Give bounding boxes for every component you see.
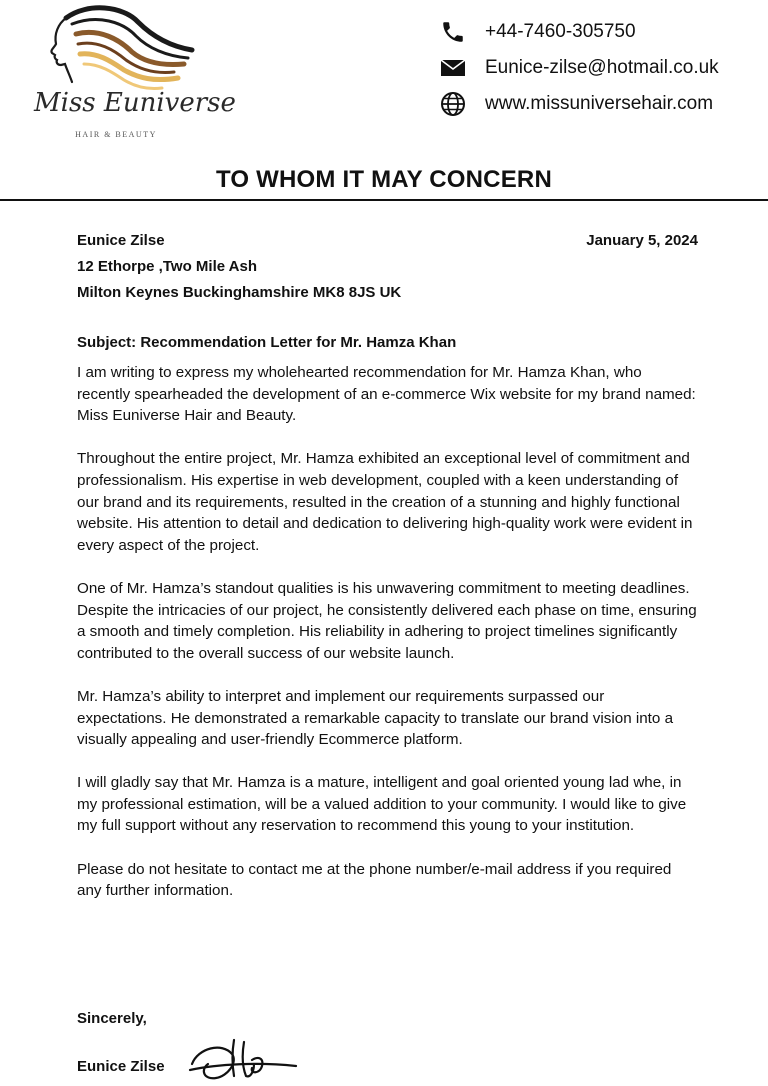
signer-name: Eunice Zilse [77,1058,165,1075]
contact-email [440,50,760,86]
body-paragraph: One of Mr. Hamza’s standout qualities is his unwavering commitment to meeting deadlines. Despite the intricacies of our project, he consistently delivered each phase on time, ensuring a smooth and timely completion. His reliability in adhering to project timelines significantly contributed to the overall success of our website launch. [77,579,697,662]
sender-address-line-1: 12 Ethorpe ,Two Mile Ash [77,258,258,275]
body-paragraph: Mr. Hamza’s ability to interpret and implement our requirements surpassed our expectations. He demonstrated a remarkable capacity to translate our brand vision into a visually appealing and user-friendly Ecommerce platform. [77,687,674,749]
website-url[interactable]: www.missuniversehair.com [485,93,714,114]
contact-website [440,86,760,122]
logo-tagline: HAIR & BEAUTY [75,130,157,139]
brand-logo [28,4,236,142]
body-paragraph: I am writing to express my wholehearted recommendation for Mr. Hamza Khan, who recently spearheaded the development of an e-commerce Wix website for my brand named: Miss Euniverse Hair and Beauty. [77,364,696,425]
sender-name: Eunice Zilse [77,232,165,249]
body-paragraph: I will gladly say that Mr. Hamza is a mature, intelligent and goal oriented young lad whe, in my professional estimation, will be a valued addition to your community. I would like to give my full support without any reservation to recommend this young to your institution. [77,774,687,835]
logo-brand-name: Miss Euniverse [34,88,236,118]
letter-heading: TO WHOM IT MAY CONCERN [216,166,552,193]
globe-icon [440,89,470,119]
closing: Sincerely, [77,1010,147,1027]
envelope-icon [440,53,470,83]
letter-body [77,362,697,923]
woman-silhouette-hair-icon [28,4,198,99]
phone-number[interactable]: +44-7460-305750 [485,21,636,42]
phone-icon [440,17,470,47]
handwritten-signature [188,1034,300,1082]
heading-divider [0,199,768,201]
sender-block [77,230,401,308]
body-paragraph: Please do not hesitate to contact me at the phone number/e-mail address if you required any further information. [77,860,672,900]
letter-subject: Subject: Recommendation Letter for Mr. Hamza Khan [77,334,457,351]
contact-info [440,14,760,122]
email-address[interactable]: Eunice-zilse@hotmail.co.uk [485,57,719,78]
body-paragraph: Throughout the entire project, Mr. Hamza exhibited an exceptional level of commitment and professionalism. His expertise in web development, coupled with a keen understanding of our brand and its requirements, resulted in the creation of a stunning and highly functional website. His attention to detail and dedication to delivering high-quality work were evident in every aspect of the project. [77,450,693,554]
contact-phone [440,14,760,50]
letter-date: January 5, 2024 [586,232,698,249]
sender-address-line-2: Milton Keynes Buckinghamshire MK8 8JS UK [77,284,402,301]
